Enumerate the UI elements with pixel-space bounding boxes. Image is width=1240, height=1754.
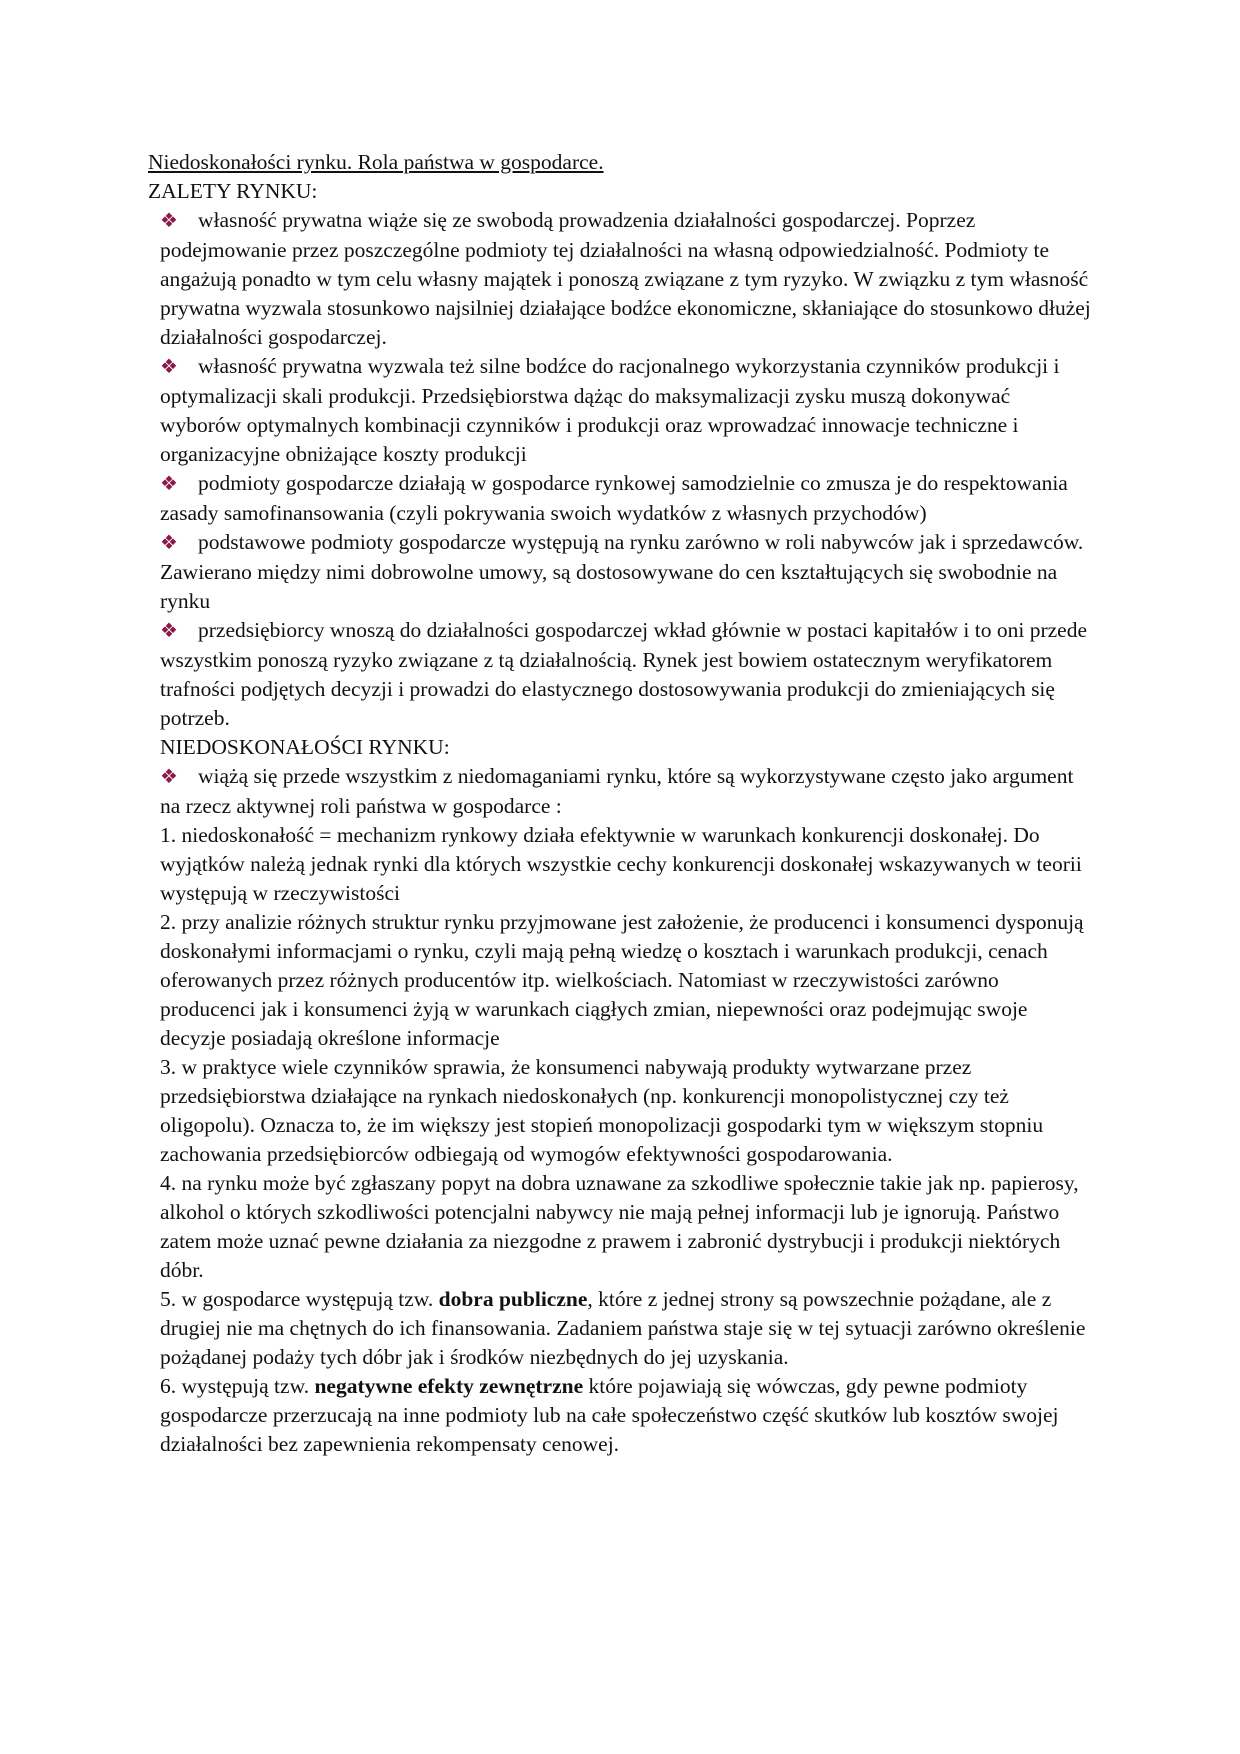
bold-term: negatywne efekty zewnętrzne bbox=[314, 1374, 584, 1398]
numbered-item-5 bbox=[148, 1285, 1093, 1372]
list-item-text: własność prywatna wyzwala też silne bodźce do racjonalnego wykorzystania czynników produkcji i optymalizacji skali produkcji. Przedsiębiorstwa dążąc do maksymalizacji zysku muszą dokonywać wyborów optymalnych kombinacji czynników i produkcji oraz wprowadzać innowacje techniczne i organizacyjne obniżające koszty produkcji bbox=[160, 354, 1060, 466]
diamond-bullet-icon: ❖ bbox=[160, 620, 178, 642]
item-text: które pojawiają się wówczas, gdy pewne podmioty gospodarcze przerzucają na inne podmioty lub na całe społeczeństwo część skutków lub kosztów swojej działalności bez zapewnienia rekompensaty cenowej. bbox=[160, 1374, 1059, 1456]
diamond-bullet-icon: ❖ bbox=[160, 766, 178, 788]
list-item-text: wiążą się przede wszystkim z niedomaganiami rynku, które są wykorzystywane często jako argument na rzecz aktywnej roli państwa w gospodarce : bbox=[160, 764, 1074, 818]
item-text: , które z jednej strony są powszechnie pożądane, ale z drugiej nie ma chętnych do ich finansowania. Zadaniem państwa staje się w tej sytuacji zarówno określenie pożądanej podaży tych dóbr jak i środków niezbędnych do jej uzyskania. bbox=[160, 1287, 1086, 1369]
document-body bbox=[148, 148, 1093, 1459]
numbered-item-1: 1. niedoskonałość = mechanizm rynkowy działa efektywnie w warunkach konkurencji doskonałej. Do wyjątków należą jednak rynki dla których wszystkie cechy konkurencji doskonałej wskazywanych w teorii występują w rzeczywistości bbox=[160, 823, 1082, 905]
list-item bbox=[148, 762, 1093, 821]
bold-term: dobra publiczne bbox=[438, 1287, 588, 1311]
list-item bbox=[148, 528, 1093, 616]
numbered-item-4: 4. na rynku może być zgłaszany popyt na dobra uznawane za szkodliwe społecznie takie jak np. papierosy, alkohol o których szkodliwości potencjalni nabywcy nie mają pełnej informacji lub je ignorują. Państwo zatem może uznać pewne działania za niezgodne z prawem i zabronić dystrybucji i produkcji niektórych dóbr. bbox=[160, 1171, 1079, 1282]
list-item bbox=[148, 352, 1093, 469]
diamond-bullet-icon: ❖ bbox=[160, 356, 178, 378]
list-item bbox=[148, 206, 1093, 352]
section-heading-advantages: ZALETY RYNKU: bbox=[148, 179, 318, 203]
list-item bbox=[148, 469, 1093, 528]
list-item-text: własność prywatna wiąże się ze swobodą prowadzenia działalności gospodarczej. Poprzez podejmowanie przez poszczególne podmioty tej działalności na własną odpowiedzialność. Podmioty te angażują ponadto w tym celu własny majątek i ponoszą związane z tym ryzyko. W związku z tym własność prywatna wyzwala stosunkowo najsilniej działające bodźce ekonomiczne, skłaniające do stosunkowo dłużej działalności gospodarczej. bbox=[160, 208, 1091, 349]
section-heading-imperfections: NIEDOSKONAŁOŚCI RYNKU: bbox=[160, 735, 450, 759]
numbered-item-2: 2. przy analizie różnych struktur rynku przyjmowane jest założenie, że producenci i konsumenci dysponują doskonałymi informacjami o rynku, czyli mają pełną wiedzę o kosztach i warunkach produkcji, cenach oferowanych przez różnych producentów itp. wielkościach. Natomiast w rzeczywistości zarówno producenci jak i konsumenci żyją w warunkach ciągłych zmian, niepewności oraz podejmując swoje decyzje posiadają określone informacje bbox=[160, 910, 1084, 1050]
diamond-bullet-icon: ❖ bbox=[160, 210, 178, 232]
item-text: 6. występują tzw. bbox=[160, 1374, 315, 1398]
item-text: 5. w gospodarce występują tzw. bbox=[160, 1287, 439, 1311]
list-item-text: podmioty gospodarcze działają w gospodarce rynkowej samodzielnie co zmusza je do respektowania zasady samofinansowania (czyli pokrywania swoich wydatków z własnych przychodów) bbox=[160, 471, 1068, 525]
diamond-bullet-icon: ❖ bbox=[160, 473, 178, 495]
list-item-text: przedsiębiorcy wnoszą do działalności gospodarczej wkład głównie w postaci kapitałów i to oni przede wszystkim ponoszą ryzyko związane z tą działalnością. Rynek jest bowiem ostatecznym weryfikatorem trafności podjętych decyzji i prowadzi do elastycznego dostosowywania produkcji do zmieniających się potrzeb. bbox=[160, 618, 1087, 730]
diamond-bullet-icon: ❖ bbox=[160, 532, 178, 554]
numbered-item-3: 3. w praktyce wiele czynników sprawia, że konsumenci nabywają produkty wytwarzane przez przedsiębiorstwa działające na rynkach niedoskonałych (np. konkurencji monopolistycznej czy też oligopolu). Oznacza to, że im większy jest stopień monopolizacji gospodarki tym w większym stopniu zachowania przedsiębiorców odbiegają od wymogów efektywności gospodarowania. bbox=[160, 1055, 1044, 1166]
numbered-item-6 bbox=[148, 1372, 1093, 1459]
list-item-text: podstawowe podmioty gospodarcze występują na rynku zarówno w roli nabywców jak i sprzedawców. Zawierano między nimi dobrowolne umowy, są dostosowywane do cen kształtujących się swobodnie na rynku bbox=[160, 530, 1084, 613]
page-title: Niedoskonałości rynku. Rola państwa w gospodarce. bbox=[148, 150, 604, 174]
list-item bbox=[148, 616, 1093, 733]
